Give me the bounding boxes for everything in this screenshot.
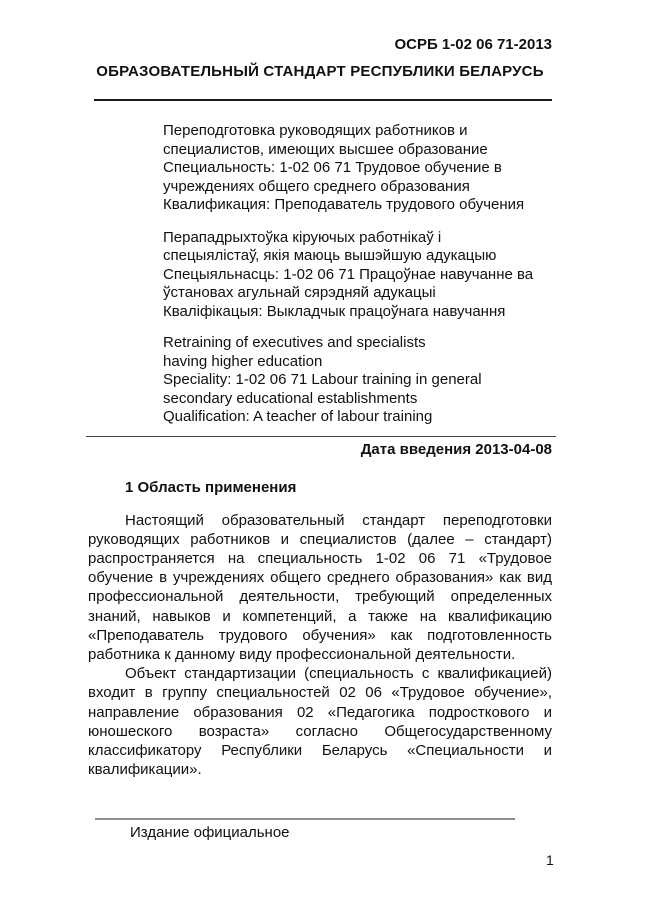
speciality-line: Специальность: 1-02 06 71 Трудовое обучение в: [163, 159, 502, 176]
speciality-line: Кваліфікацыя: Выкладчык працоўнага навучання: [163, 302, 506, 320]
speciality-line: Спецыяльнасць: 1-02 06 71 Працоўнае навучанне ва: [163, 265, 534, 283]
speciality-line: Speciality: 1-02 06 71 Labour training in general: [163, 371, 482, 388]
speciality-line: having higher education: [163, 352, 323, 370]
footer-rule: [95, 818, 515, 820]
speciality-line: учреждениях общего среднего образования: [163, 177, 470, 195]
page-number: 1: [546, 852, 554, 868]
speciality-line: Qualification: A teacher of labour training: [163, 408, 433, 425]
effective-date: Дата введения 2013-04-08: [360, 440, 552, 458]
doc-number: ОСРБ 1-02 06 71-2013: [394, 36, 552, 53]
speciality-block-english: [163, 334, 552, 427]
speciality-line: Квалификация: Преподаватель трудового обучения: [163, 196, 525, 213]
header-rule: [94, 99, 552, 101]
speciality-line: спецыялістаў, якія маюць вышэйшую адукацыю: [163, 247, 497, 264]
page-title: ОБРАЗОВАТЕЛЬНЫЙ СТАНДАРТ РЕСПУБЛИКИ БЕЛАРУСЬ: [96, 63, 544, 80]
speciality-line: Перападрыхтоўка кіруючых работнікаў і: [163, 228, 442, 246]
section-1-paragraph-2: Объект стандартизации (специальность с квалификацией) входит в группу специальностей 02 06 «Трудовое обучение», направление образования 02 «Педагогика подросткового и юношеского возраста» согласно Общегосударственному классификатору Республики Беларусь «Специальности и квалификации».: [88, 665, 552, 779]
speciality-line: secondary educational establishments: [163, 389, 418, 407]
section-1-heading: 1 Область применения: [125, 478, 297, 496]
speciality-block-russian: [163, 122, 552, 215]
speciality-line: ўстановах агульнай сярэдняй адукацыі: [163, 284, 436, 301]
speciality-block-belarusian: [163, 229, 552, 322]
footer-note: Издание официальное: [130, 824, 290, 841]
speciality-line: Переподготовка руководящих работников и: [163, 122, 468, 139]
date-separator-rule: [86, 436, 556, 437]
section-1-paragraph-1: Настоящий образовательный стандарт переподготовки руководящих работников и специалистов (далее – стандарт) распространяется на специальность 1-02 06 71 «Трудовое обучение в учреждениях общего среднего образования» как вид профессиональной деятельности, требующий определенных знаний, навыков и компетенций, а также на квалификацию «Преподаватель трудового обучения» как подготовленность работника к данному виду профессиональной деятельности.: [88, 511, 552, 663]
speciality-line: специалистов, имеющих высшее образование: [163, 140, 488, 158]
speciality-line: Retraining of executives and specialists: [163, 334, 426, 351]
document-content: [88, 0, 552, 779]
